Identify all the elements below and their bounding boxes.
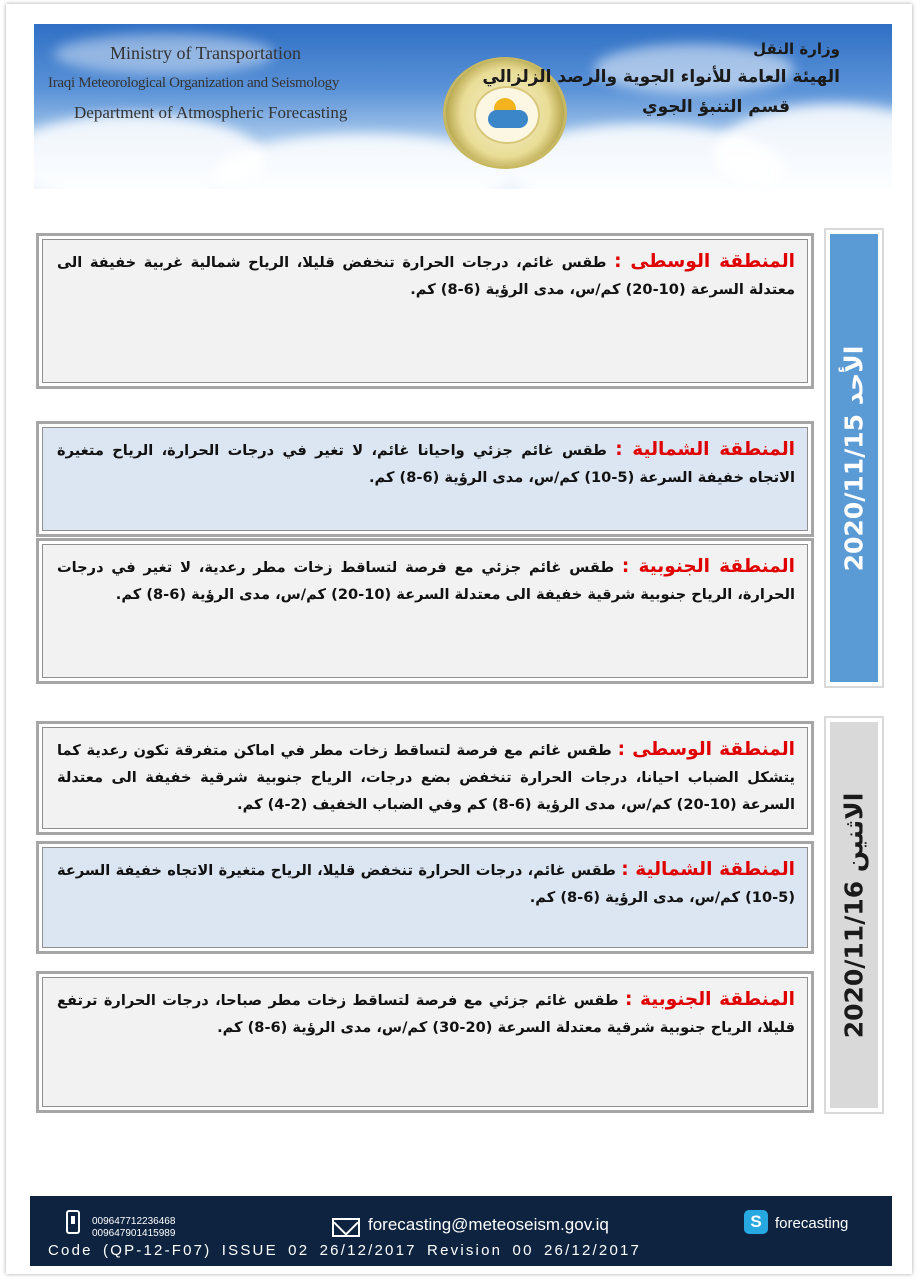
mail-icon xyxy=(332,1218,360,1237)
region-south-day2 xyxy=(36,971,814,1113)
region-name: المنطقة الشمالية : xyxy=(621,859,795,880)
region-name: المنطقة الشمالية : xyxy=(615,439,795,460)
department-name-ar: قسم التنبؤ الجوي xyxy=(642,97,790,117)
ministry-name-ar: وزارة النقل xyxy=(753,40,840,58)
day-label-text: الاثنين 2020/11/16 xyxy=(839,792,869,1038)
footer-bar xyxy=(30,1196,892,1266)
region-central-day2 xyxy=(36,721,814,835)
email-link[interactable]: forecasting@meteoseism.gov.iq xyxy=(368,1215,609,1234)
header-banner xyxy=(34,24,892,189)
region-forecast: طقس غائم، درجات الحرارة تنخفض قليلا، الرياح شمالية غربية خفيفة الى معتدلة السرعة (10-20) كم/س، مدى الرؤية (6-8) كم. xyxy=(57,254,795,298)
region-name: المنطقة الجنوبية : xyxy=(624,989,795,1010)
region-forecast: طقس غائم جزئي مع فرصة لتساقط زخات مطر صباحا، درجات الحرارة ترتفع قليلا، الرياح جنوبية شرقية معتدلة السرعة (20-30) كم/س، مدى الرؤية (6-8) كم. xyxy=(57,992,795,1036)
region-forecast: طقس غائم، درجات الحرارة تنخفض قليلا، الرياح متغيرة الاتجاه خفيفة السرعة (5-10) كم/س، مدى الرؤية (6-8) كم. xyxy=(57,862,795,906)
region-south-day1 xyxy=(36,538,814,684)
arabic-heading xyxy=(482,36,840,122)
day-label-sunday xyxy=(824,228,884,688)
region-central-day1 xyxy=(36,233,814,389)
ministry-name-en: Ministry of Transportation xyxy=(110,43,302,63)
skype-icon: S xyxy=(744,1210,768,1234)
english-heading xyxy=(48,38,348,128)
region-forecast: طقس غائم جزئي واحيانا غائم، لا تغير في درجات الحرارة، الرياح متغيرة الاتجاه خفيفة السرعة (5-10) كم/س، مدى الرؤية (6-8) كم. xyxy=(57,442,795,486)
region-forecast: طقس غائم مع فرصة لتساقط زخات مطر في اماكن متفرقة تكون رعدية كما يتشكل الضباب احيانا، درجات الحرارة تنخفض بضع درجات، الرياح جنوبية شرقية خفيفة الى معتدلة السرعة (10-20) كم/س، مدى الرؤية (6-8) كم وفي الضباب الخفيف (2-4) كم. xyxy=(57,742,795,813)
department-name-en: Department of Atmospheric Forecasting xyxy=(74,103,348,122)
region-name: المنطقة الوسطى : xyxy=(614,251,795,272)
region-name: المنطقة الجنوبية : xyxy=(621,556,795,577)
document-code-line: Code (QP-12-F07) ISSUE 02 26/12/2017 Revision 00 26/12/2017 xyxy=(48,1242,642,1259)
region-north-day2 xyxy=(36,841,814,954)
phone-icon xyxy=(66,1210,80,1234)
phone-numbers xyxy=(92,1216,175,1240)
region-name: المنطقة الوسطى : xyxy=(617,739,795,760)
day-label-text: الأحد 2020/11/15 xyxy=(839,345,869,571)
skype-handle[interactable]: forecasting xyxy=(775,1215,849,1232)
organization-name-ar: الهيئة العامة للأنواء الجوية والرصد الزلزالي xyxy=(482,67,840,87)
organization-name-en: Iraqi Meteorological Organization and Seismology xyxy=(48,75,340,91)
day-label-monday xyxy=(824,716,884,1114)
region-north-day1 xyxy=(36,421,814,537)
phone-number[interactable]: 009647712236468 xyxy=(92,1216,176,1227)
phone-number[interactable]: 009647901415989 xyxy=(92,1228,176,1239)
region-forecast: طقس غائم جزئي مع فرصة لتساقط زخات مطر رعدية، لا تغير في درجات الحرارة، الرياح جنوبية شرقية خفيفة الى معتدلة السرعة (10-20) كم/س، مدى الرؤية (6-8) كم. xyxy=(57,559,795,603)
